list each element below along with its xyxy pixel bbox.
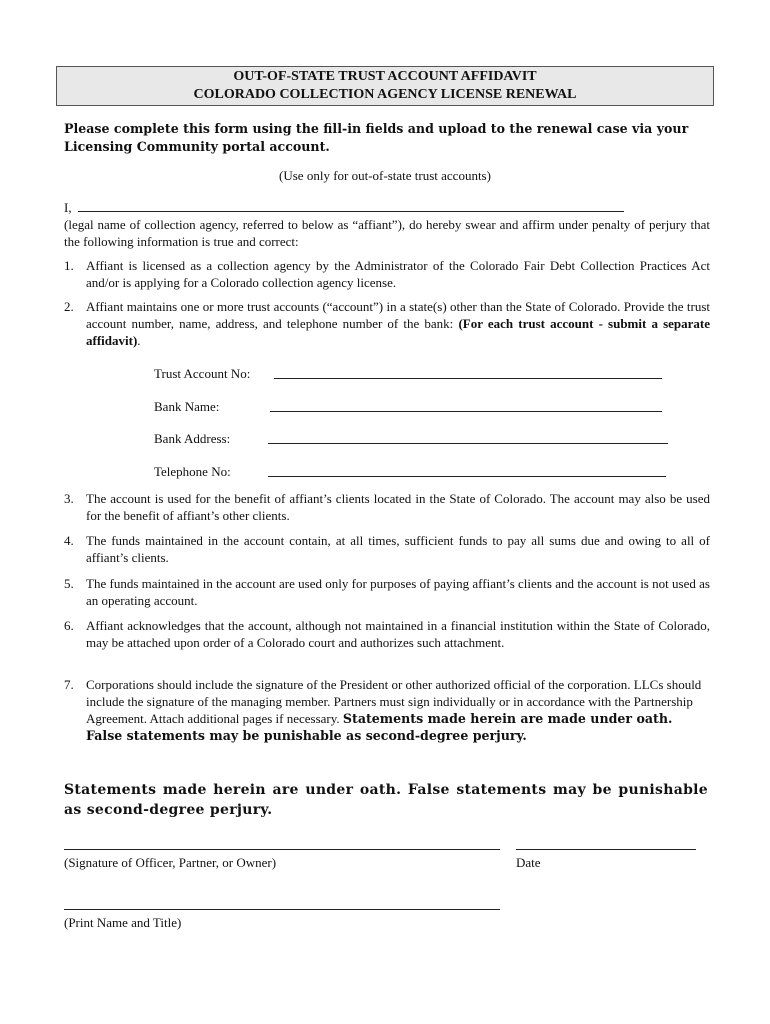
item-6 xyxy=(64,617,710,651)
officer-signature-label: (Signature of Officer, Partner, or Owner) xyxy=(64,855,277,870)
item-text: The funds maintained in the account are used only for purposes of paying affiant’s clients and the account is not used as an operating account. xyxy=(86,576,710,608)
item-tail: . xyxy=(137,333,141,348)
item-number: 4. xyxy=(64,533,74,548)
item-text: The funds maintained in the account contain, at all times, sufficient funds to pay all sums due and owing to all of affiant’s clients. xyxy=(86,533,710,565)
bank-address-field[interactable] xyxy=(268,443,668,444)
title-line-2: COLORADO COLLECTION AGENCY LICENSE RENEWAL xyxy=(193,87,577,102)
trust-account-field[interactable] xyxy=(274,378,662,379)
telephone-label: Telephone No: xyxy=(154,464,231,479)
print-name-label: (Print Name and Title) xyxy=(64,915,182,930)
intro-instructions: Please complete this form using the fill-in fields and upload to the renewal case via your Licensing Community portal account. xyxy=(64,121,689,154)
item-number: 7. xyxy=(64,677,74,692)
trust-account-label: Trust Account No: xyxy=(154,366,251,381)
item-number: 6. xyxy=(64,618,74,633)
affiant-text: (legal name of collection agency, referred to below as “affiant”), do hereby swear and affirm under penalty of perjury that the following information is true and correct: xyxy=(64,217,710,249)
date-label: Date xyxy=(516,855,541,870)
item-2 xyxy=(64,298,710,349)
item-text: Affiant acknowledges that the account, although not maintained in a financial institution within the State of Colorado, may be attached upon order of a Colorado court and authorizes such attachment. xyxy=(86,618,710,650)
telephone-row xyxy=(154,464,231,480)
item-text: Affiant maintains one or more trust accounts (“account”) in a state(s) other than the State of Colorado. Provide the trust account number, name, address, and telephone number of the bank: xyxy=(86,299,710,331)
item-text: Affiant is licensed as a collection agency by the Administrator of the Colorado Fair Debt Collection Practices Act and/or is applying for a Colorado collection agency license. xyxy=(86,258,710,290)
title-line-1: OUT-OF-STATE TRUST ACCOUNT AFFIDAVIT xyxy=(233,69,537,84)
use-only-note: (Use only for out-of-state trust accounts) xyxy=(279,168,491,183)
affiant-statement xyxy=(64,199,710,250)
trust-account-row xyxy=(154,366,250,382)
i-label: I, xyxy=(64,200,72,215)
item-number: 5. xyxy=(64,576,74,591)
bank-name-field[interactable] xyxy=(270,411,662,412)
date-field[interactable] xyxy=(516,849,696,850)
title-box xyxy=(56,66,714,106)
oath-statement: Statements made herein are under oath. False statements may be punishable as second-degree perjury. xyxy=(64,782,708,818)
item-text: The account is used for the benefit of affiant’s clients located in the State of Colorado. The account may also be used for the benefit of affiant’s other clients. xyxy=(86,491,710,523)
item-3 xyxy=(64,490,710,524)
item-4 xyxy=(64,532,710,566)
print-name-field[interactable] xyxy=(64,909,500,910)
agency-name-field[interactable] xyxy=(78,200,624,212)
item-1 xyxy=(64,257,710,291)
officer-signature-field[interactable] xyxy=(64,849,500,850)
item-bold-text: (For each trust account - submit a separate affidavit) xyxy=(86,316,711,348)
item-number: 2. xyxy=(64,299,74,314)
bank-address-label: Bank Address: xyxy=(154,431,231,446)
item-bold-text: Statements made herein are made under oath. False statements may be punishable as second-degree perjury. xyxy=(86,711,673,743)
item-7 xyxy=(64,676,710,744)
bank-name-label: Bank Name: xyxy=(154,399,220,414)
item-5 xyxy=(64,575,710,609)
item-number: 1. xyxy=(64,258,74,273)
bank-address-row xyxy=(154,431,230,447)
item-text: Corporations should include the signature of the President or other authorized official of the corporation. LLCs should include the signature of the managing member. Partners must sign individually or in accordance with the Partnership Agreement. Attach additional pages if necessary. xyxy=(86,677,702,726)
item-number: 3. xyxy=(64,491,74,506)
bank-name-row xyxy=(154,399,219,415)
telephone-field[interactable] xyxy=(268,476,666,477)
